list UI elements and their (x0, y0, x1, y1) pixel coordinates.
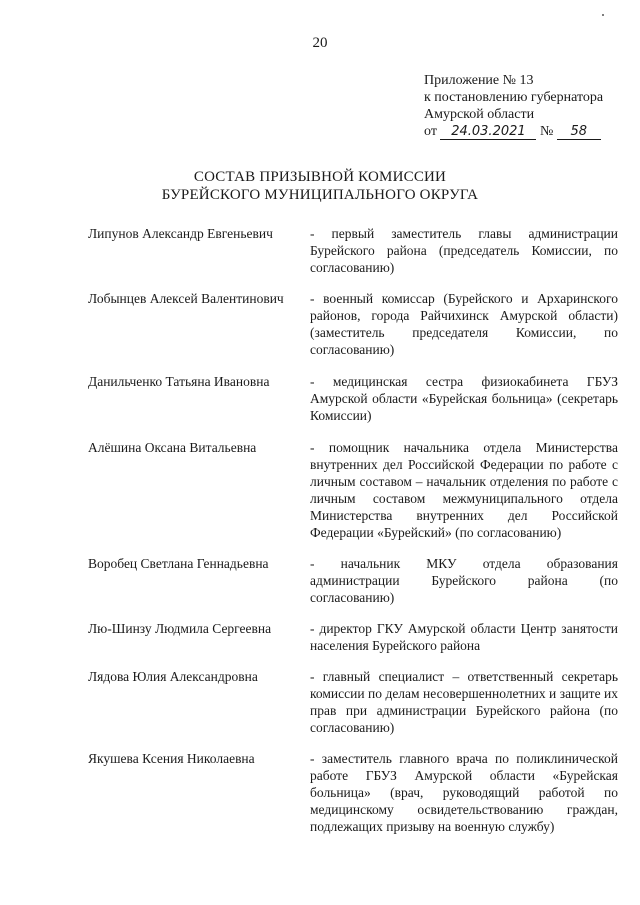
member-row (88, 290, 620, 358)
date-prefix: от (424, 124, 437, 139)
member-name: Данильченко Татьяна Ивановна (88, 374, 270, 389)
title-line-2: БУРЕЙСКОГО МУНИЦИПАЛЬНОГО ОКРУГА (161, 187, 479, 203)
member-role: - заместитель главного врача по поликлинической работе ГБУЗ Амурской области «Бурейская больница» (врач, руководящий работой по медицинскому освидетельствованию граждан, подлежащих призыву на военную службу) (310, 751, 618, 834)
member-name: Лядова Юлия Александровна (88, 669, 258, 684)
handwritten-number: 58 (557, 124, 601, 140)
member-row (88, 620, 620, 654)
document-title (0, 168, 640, 204)
appendix-line-3: Амурской области (424, 107, 535, 122)
member-role: - медицинская сестра физиокабинета ГБУЗ Амурской области «Бурейская больница» (секретарь Комиссии) (310, 374, 618, 423)
member-role: - начальник МКУ отдела образования администрации Бурейского района (по согласованию) (310, 556, 618, 605)
member-role: - военный комиссар (Бурейского и Архаринского районов, города Райчихинск Амурской области) (заместитель председателя Комиссии, по согласованию) (310, 291, 618, 357)
member-role: - директор ГКУ Амурской области Центр занятости населения Бурейского района (310, 621, 618, 653)
member-name: Алёшина Оксана Витальевна (88, 440, 257, 455)
member-name: Липунов Александр Евгеньевич (88, 226, 273, 241)
appendix-line-2: к постановлению губернатора (424, 90, 604, 105)
member-row (88, 750, 620, 835)
member-role: - главный специалист – ответственный секретарь комиссии по делам несовершеннолетних и защите их прав при администрации Бурейского района (по согласованию) (310, 669, 618, 735)
member-row (88, 225, 620, 276)
member-name: Лю-Шинзу Людмила Сергеевна (88, 621, 272, 636)
member-row (88, 668, 620, 736)
members-list (88, 225, 620, 835)
member-name: Лобынцев Алексей Валентинович (88, 291, 284, 306)
member-role: - помощник начальника отдела Министерства внутренних дел Российской Федерации по работе с личным составом – начальник отделения по работе с личным составом межмуниципального отдела Министерства внутренних дел Российской Федерации «Бурейский» (по согласованию) (310, 440, 618, 540)
member-row (88, 439, 620, 541)
member-name: Якушева Ксения Николаевна (88, 751, 255, 766)
appendix-line-1: Приложение № 13 (424, 73, 534, 88)
member-name: Воробец Светлана Геннадьевна (88, 556, 269, 571)
scan-speck (602, 14, 604, 16)
number-label: № (539, 124, 554, 139)
appendix-block (424, 72, 624, 140)
member-row (88, 373, 620, 424)
title-line-1: СОСТАВ ПРИЗЫВНОЙ КОМИССИИ (193, 169, 447, 185)
appendix-date-line (424, 123, 624, 140)
handwritten-date: 24.03.2021 (440, 124, 536, 140)
member-role: - первый заместитель главы администрации Бурейского района (председатель Комиссии, по согласованию) (310, 226, 618, 275)
page-number: 20 (312, 35, 328, 51)
member-row (88, 555, 620, 606)
